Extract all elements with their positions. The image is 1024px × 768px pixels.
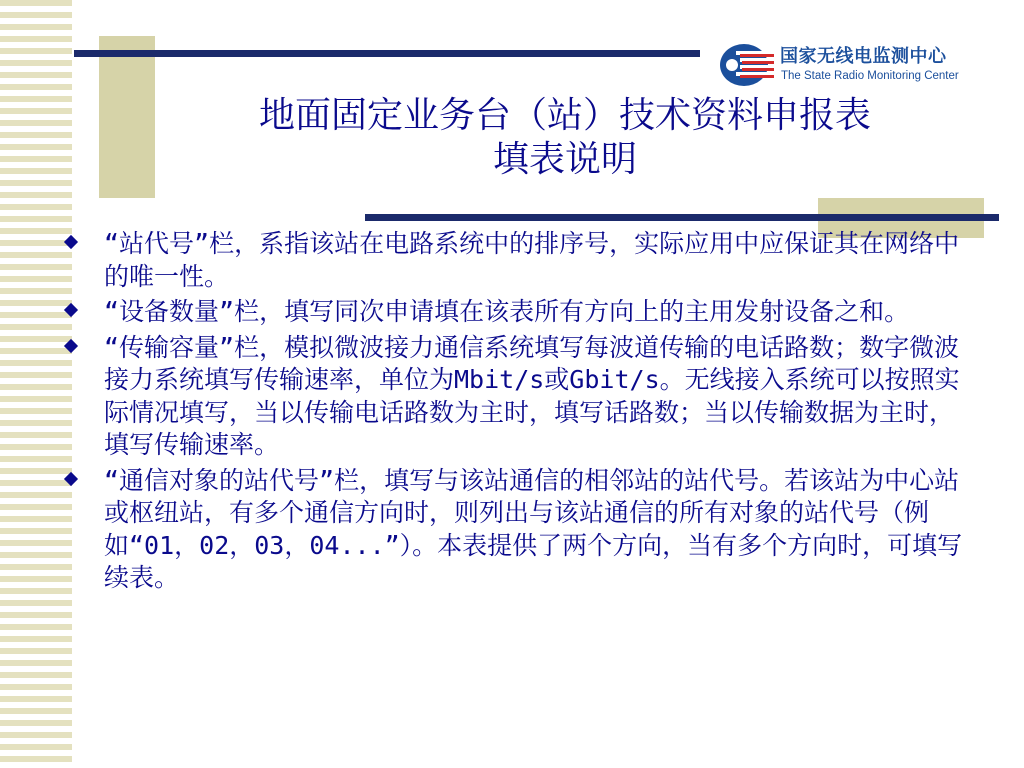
title-line-2: 填表说明 [492,139,637,180]
logo-chinese-name: 国家无线电监测中心 [780,46,947,67]
list-item [66,332,966,462]
list-item-text: “传输容量”栏，模拟微波接力通信系统填写每波道传输的电话路数；数字微波接力系统填写传输速率，单位为Mbit/s或Gbit/s。无线接入系统可以按照实际情况填写，当以传输电话路数为主时，填写话路数；当以传输数据为主时，填写传输速率。 [104,332,960,459]
title-line-1: 地面固定业务台（站）技术资料申报表 [258,95,871,136]
top-divider-line [74,50,700,57]
diamond-bullet-icon [64,235,78,249]
left-stripe-decoration [0,0,74,768]
diamond-bullet-icon [64,471,78,485]
list-item [66,296,966,329]
list-item-text: “站代号”栏，系指该站在电路系统中的排序号，实际应用中应保证其在网络中的唯一性。 [104,229,960,291]
list-item-text: “通信对象的站代号”栏，填写与该站通信的相邻站的站代号。若该站为中心站或枢纽站，有多个通信方向时，则列出与该站通信的所有对象的站代号（例如“01，02，03，04...”）。本表提供了两个方向，当有多个方向时，可填写续表。 [104,465,963,592]
logo-english-name: The State Radio Monitoring Center [781,70,959,82]
bottom-divider-line [365,214,999,221]
list-item [66,228,966,293]
organization-logo [718,40,1018,92]
list-item-text: “设备数量”栏，填写同次申请填在该表所有方向上的主用发射设备之和。 [104,297,910,326]
tan-accent-block-left [99,36,155,198]
diamond-bullet-icon [64,338,78,352]
diamond-bullet-icon [64,303,78,317]
list-item [66,465,966,595]
bullet-list [66,228,966,598]
logo-emblem-icon [718,42,774,88]
slide-title [160,94,970,182]
